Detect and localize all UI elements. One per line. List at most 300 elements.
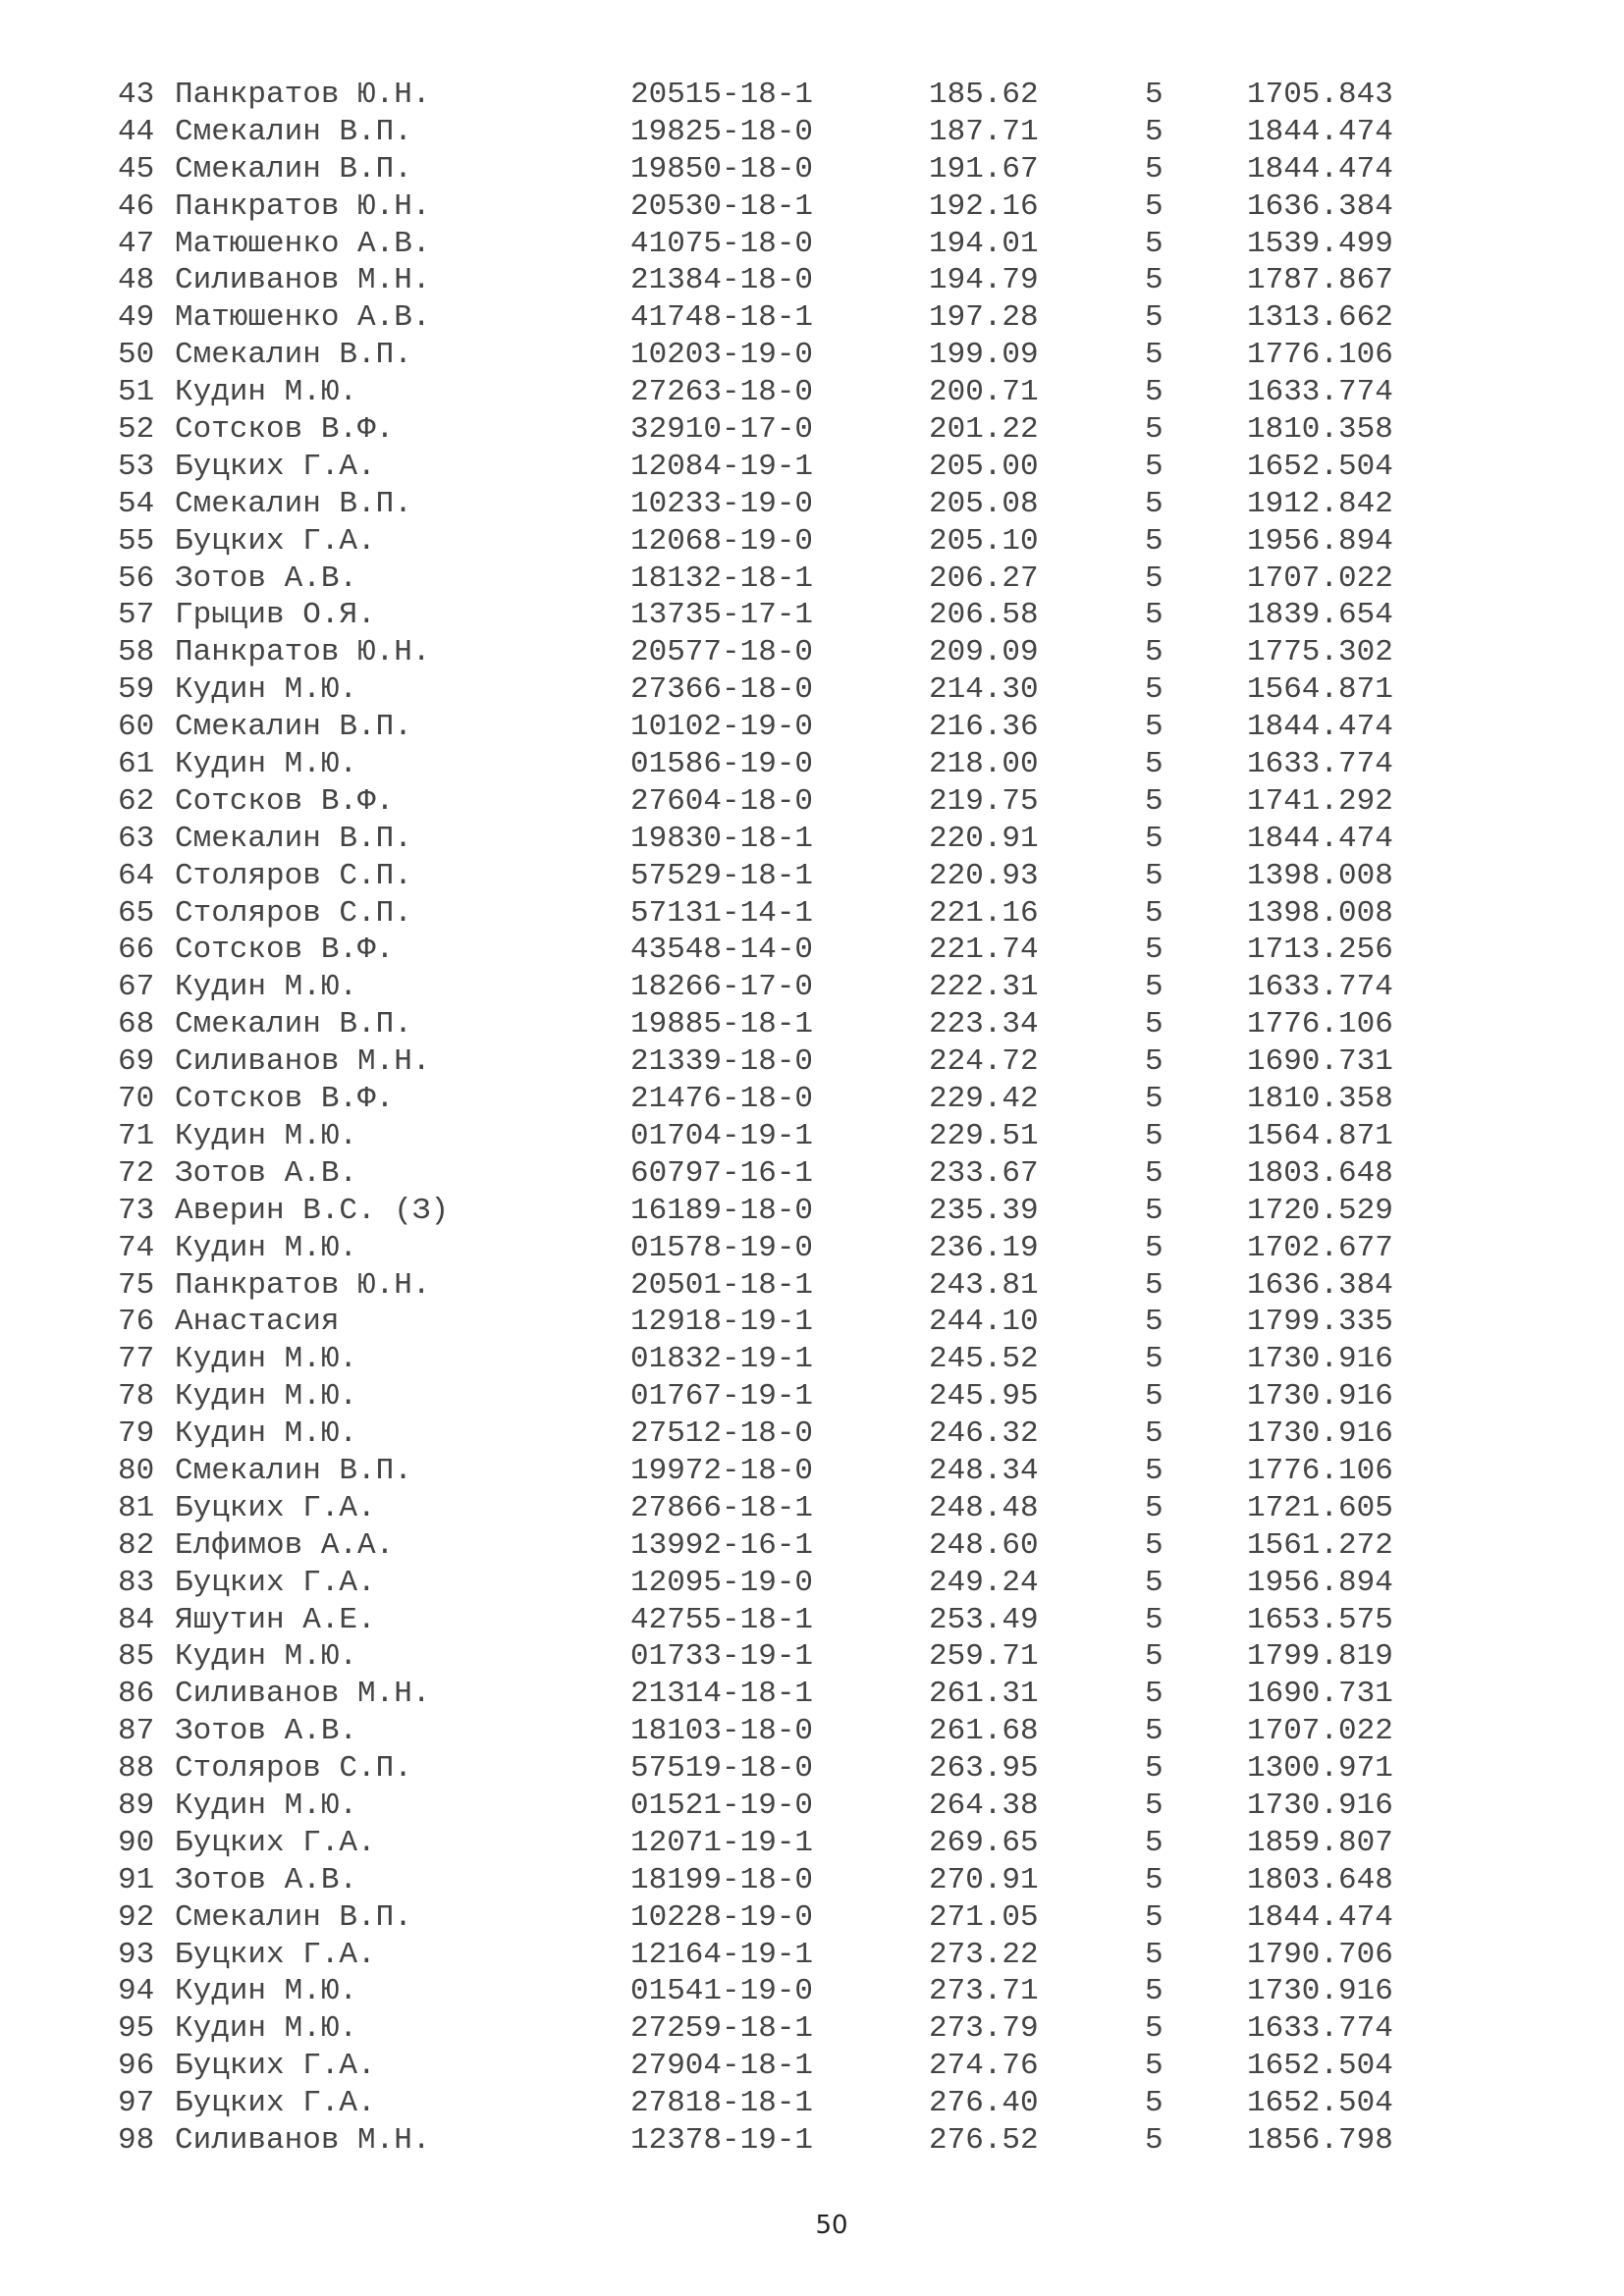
record-code: 10233-19-0: [630, 486, 814, 521]
measurement-value: 206.58: [929, 598, 1039, 633]
person-name: Силиванов М.Н.: [175, 263, 431, 298]
record-code: 32910-17-0: [630, 412, 814, 448]
person-name: Смекалин В.П.: [175, 1007, 412, 1042]
grade-value: 5: [1145, 747, 1164, 782]
row-number: 92: [118, 1899, 155, 1935]
row-number: 58: [118, 635, 155, 670]
row-number: 57: [118, 598, 155, 633]
table-row: [118, 1230, 1414, 1267]
table-row: [118, 1415, 1414, 1453]
measurement-value: 194.79: [929, 263, 1039, 298]
measurement-value: 220.93: [929, 858, 1039, 893]
person-name: Панкратов Ю.Н.: [175, 78, 431, 112]
table-row: [118, 299, 1414, 337]
grade-value: 5: [1145, 1565, 1164, 1600]
measurement-value: 209.09: [929, 635, 1039, 670]
row-number: 82: [118, 1527, 155, 1563]
record-code: 18266-17-0: [630, 970, 814, 1005]
record-code: 12918-19-1: [630, 1305, 814, 1340]
table-row: [118, 783, 1414, 821]
measurement-value: 222.31: [929, 970, 1039, 1005]
measurement-value: 201.22: [929, 412, 1039, 448]
table-row: [118, 858, 1414, 895]
person-name: Кудин М.Ю.: [175, 1379, 358, 1415]
total-value: 1707.022: [1247, 561, 1393, 596]
row-number: 48: [118, 263, 155, 298]
person-name: Смекалин В.П.: [175, 821, 412, 856]
record-code: 27259-18-1: [630, 2011, 814, 2047]
total-value: 1721.605: [1247, 1490, 1393, 1525]
table-row: [118, 746, 1414, 783]
person-name: Смекалин В.П.: [175, 114, 412, 149]
record-code: 20501-18-1: [630, 1267, 814, 1303]
row-number: 45: [118, 151, 155, 187]
table-row: [118, 1899, 1414, 1937]
table-row: [118, 337, 1414, 374]
person-name: Матюшенко А.В.: [175, 226, 431, 261]
table-row: [118, 2048, 1414, 2085]
row-number: 56: [118, 561, 155, 596]
person-name: Кудин М.Ю.: [175, 1342, 358, 1377]
grade-value: 5: [1145, 1267, 1164, 1303]
record-code: 43548-14-0: [630, 933, 814, 968]
table-row: [118, 1081, 1414, 1118]
measurement-value: 221.74: [929, 933, 1039, 968]
grade-value: 5: [1145, 412, 1164, 448]
record-code: 42755-18-1: [630, 1602, 814, 1637]
person-name: Зотов А.В.: [175, 561, 358, 596]
table-row: [118, 1043, 1414, 1081]
table-row: [118, 1676, 1414, 1713]
person-name: Буцких Г.А.: [175, 2086, 376, 2121]
total-value: 1730.916: [1247, 1342, 1393, 1377]
grade-value: 5: [1145, 1305, 1164, 1340]
total-value: 1398.008: [1247, 895, 1393, 931]
grade-value: 5: [1145, 1155, 1164, 1191]
record-code: 12071-19-1: [630, 1825, 814, 1860]
total-value: 1956.894: [1247, 523, 1393, 559]
row-number: 79: [118, 1416, 155, 1452]
row-number: 86: [118, 1677, 155, 1712]
total-value: 1730.916: [1247, 1416, 1393, 1452]
row-number: 98: [118, 2122, 155, 2158]
row-number: 77: [118, 1342, 155, 1377]
measurement-value: 253.49: [929, 1602, 1039, 1637]
total-value: 1799.819: [1247, 1639, 1393, 1675]
row-number: 94: [118, 1974, 155, 2009]
row-number: 51: [118, 375, 155, 410]
measurement-value: 269.65: [929, 1825, 1039, 1860]
row-number: 62: [118, 783, 155, 819]
row-number: 54: [118, 486, 155, 521]
person-name: Смекалин В.П.: [175, 1453, 412, 1488]
record-code: 20515-18-1: [630, 78, 814, 112]
table-row: [118, 1973, 1414, 2010]
record-code: 21476-18-0: [630, 1082, 814, 1117]
table-row: [118, 709, 1414, 746]
row-number: 83: [118, 1565, 155, 1600]
table-row: [118, 932, 1414, 969]
row-number: 66: [118, 933, 155, 968]
grade-value: 5: [1145, 523, 1164, 559]
person-name: Смекалин В.П.: [175, 151, 412, 187]
measurement-value: 187.71: [929, 114, 1039, 149]
total-value: 1776.106: [1247, 1007, 1393, 1042]
person-name: Буцких Г.А.: [175, 1565, 376, 1600]
person-name: Яшутин А.Е.: [175, 1602, 376, 1637]
table-row: [118, 411, 1414, 449]
table-row: [118, 1193, 1414, 1230]
table-row: [118, 597, 1414, 634]
measurement-value: 214.30: [929, 672, 1039, 708]
measurement-value: 263.95: [929, 1751, 1039, 1787]
grade-value: 5: [1145, 895, 1164, 931]
person-name: Грыцив О.Я.: [175, 598, 376, 633]
measurement-value: 235.39: [929, 1193, 1039, 1228]
measurement-value: 276.52: [929, 2122, 1039, 2158]
person-name: Панкратов Ю.Н.: [175, 188, 431, 224]
table-row: [118, 1341, 1414, 1378]
grade-value: 5: [1145, 783, 1164, 819]
record-code: 18103-18-0: [630, 1714, 814, 1749]
table-row: [118, 1304, 1414, 1341]
total-value: 1730.916: [1247, 1379, 1393, 1415]
row-number: 59: [118, 672, 155, 708]
total-value: 1844.474: [1247, 151, 1393, 187]
record-code: 27866-18-1: [630, 1490, 814, 1525]
record-code: 19972-18-0: [630, 1453, 814, 1488]
row-number: 60: [118, 710, 155, 745]
person-name: Смекалин В.П.: [175, 1899, 412, 1935]
grade-value: 5: [1145, 635, 1164, 670]
measurement-value: 244.10: [929, 1305, 1039, 1340]
person-name: Кудин М.Ю.: [175, 375, 358, 410]
table-row: [118, 523, 1414, 561]
measurement-value: 271.05: [929, 1899, 1039, 1935]
grade-value: 5: [1145, 821, 1164, 856]
grade-value: 5: [1145, 1490, 1164, 1525]
grade-value: 5: [1145, 1899, 1164, 1935]
record-code: 21339-18-0: [630, 1044, 814, 1080]
row-number: 67: [118, 970, 155, 1005]
measurement-value: 270.91: [929, 1862, 1039, 1897]
total-value: 1705.843: [1247, 78, 1393, 112]
record-code: 27263-18-0: [630, 375, 814, 410]
total-value: 1730.916: [1247, 1788, 1393, 1823]
record-code: 01521-19-0: [630, 1788, 814, 1823]
person-name: Кудин М.Ю.: [175, 1118, 358, 1153]
row-number: 89: [118, 1788, 155, 1823]
table-row: [118, 1453, 1414, 1490]
person-name: Кудин М.Ю.: [175, 970, 358, 1005]
table-row: [118, 895, 1414, 933]
row-number: 93: [118, 1937, 155, 1972]
record-code: 18132-18-1: [630, 561, 814, 596]
record-code: 41075-18-0: [630, 226, 814, 261]
person-name: Смекалин В.П.: [175, 338, 412, 373]
measurement-value: 221.16: [929, 895, 1039, 931]
row-number: 55: [118, 523, 155, 559]
record-code: 60797-16-1: [630, 1155, 814, 1191]
measurement-value: 224.72: [929, 1044, 1039, 1080]
measurement-value: 197.28: [929, 300, 1039, 336]
person-name: Буцких Г.А.: [175, 2049, 376, 2084]
measurement-value: 243.81: [929, 1267, 1039, 1303]
record-code: 19830-18-1: [630, 821, 814, 856]
row-number: 69: [118, 1044, 155, 1080]
record-code: 57131-14-1: [630, 895, 814, 931]
total-value: 1790.706: [1247, 1937, 1393, 1972]
table-row: [118, 634, 1414, 671]
row-number: 85: [118, 1639, 155, 1675]
measurement-value: 229.42: [929, 1082, 1039, 1117]
table-row: [118, 486, 1414, 523]
table-row: [118, 1602, 1414, 1639]
measurement-value: 205.08: [929, 486, 1039, 521]
grade-value: 5: [1145, 598, 1164, 633]
grade-value: 5: [1145, 1677, 1164, 1712]
grade-value: 5: [1145, 1527, 1164, 1563]
measurement-value: 185.62: [929, 78, 1039, 112]
total-value: 1652.504: [1247, 2049, 1393, 2084]
record-code: 27818-18-1: [630, 2086, 814, 2121]
grade-value: 5: [1145, 1639, 1164, 1675]
person-name: Столяров С.П.: [175, 858, 412, 893]
total-value: 1776.106: [1247, 1453, 1393, 1488]
table-row: [118, 2010, 1414, 2048]
measurement-value: 261.31: [929, 1677, 1039, 1712]
total-value: 1856.798: [1247, 2122, 1393, 2158]
grade-value: 5: [1145, 1825, 1164, 1860]
record-code: 19850-18-0: [630, 151, 814, 187]
row-number: 63: [118, 821, 155, 856]
person-name: Кудин М.Ю.: [175, 1788, 358, 1823]
row-number: 72: [118, 1155, 155, 1191]
measurement-value: 229.51: [929, 1118, 1039, 1153]
table-row: [118, 77, 1414, 114]
measurement-value: 273.79: [929, 2011, 1039, 2047]
record-code: 12378-19-1: [630, 2122, 814, 2158]
row-number: 74: [118, 1230, 155, 1265]
record-code: 01586-19-0: [630, 747, 814, 782]
measurement-value: 249.24: [929, 1565, 1039, 1600]
measurement-value: 248.34: [929, 1453, 1039, 1488]
total-value: 1844.474: [1247, 114, 1393, 149]
row-number: 96: [118, 2049, 155, 2084]
record-code: 01704-19-1: [630, 1118, 814, 1153]
table-row: [118, 1118, 1414, 1155]
grade-value: 5: [1145, 486, 1164, 521]
row-number: 53: [118, 449, 155, 484]
person-name: Кудин М.Ю.: [175, 747, 358, 782]
measurement-value: 219.75: [929, 783, 1039, 819]
person-name: Аверин В.С. (З): [175, 1193, 450, 1228]
grade-value: 5: [1145, 338, 1164, 373]
grade-value: 5: [1145, 1937, 1164, 1972]
measurement-value: 236.19: [929, 1230, 1039, 1265]
grade-value: 5: [1145, 1453, 1164, 1488]
row-number: 43: [118, 78, 155, 112]
person-name: Кудин М.Ю.: [175, 1230, 358, 1265]
total-value: 1539.499: [1247, 226, 1393, 261]
record-code: 21384-18-0: [630, 263, 814, 298]
record-code: 01578-19-0: [630, 1230, 814, 1265]
record-code: 20530-18-1: [630, 188, 814, 224]
person-name: Силиванов М.Н.: [175, 2122, 431, 2158]
grade-value: 5: [1145, 114, 1164, 149]
total-value: 1787.867: [1247, 263, 1393, 298]
record-code: 19885-18-1: [630, 1007, 814, 1042]
person-name: Смекалин В.П.: [175, 486, 412, 521]
record-code: 16189-18-0: [630, 1193, 814, 1228]
record-code: 21314-18-1: [630, 1677, 814, 1712]
total-value: 1956.894: [1247, 1565, 1393, 1600]
row-number: 75: [118, 1267, 155, 1303]
measurement-value: 245.52: [929, 1342, 1039, 1377]
row-number: 52: [118, 412, 155, 448]
record-code: 20577-18-0: [630, 635, 814, 670]
table-row: [118, 1788, 1414, 1825]
table-row: [118, 1937, 1414, 1974]
record-code: 27366-18-0: [630, 672, 814, 708]
total-value: 1313.662: [1247, 300, 1393, 336]
table-row: [118, 1825, 1414, 1862]
measurement-value: 223.34: [929, 1007, 1039, 1042]
measurement-value: 248.48: [929, 1490, 1039, 1525]
table-row: [118, 1750, 1414, 1788]
grade-value: 5: [1145, 375, 1164, 410]
table-row: [118, 1378, 1414, 1415]
measurement-value: 199.09: [929, 338, 1039, 373]
record-code: 27904-18-1: [630, 2049, 814, 2084]
record-code: 13735-17-1: [630, 598, 814, 633]
total-value: 1690.731: [1247, 1044, 1393, 1080]
person-name: Анастасия: [175, 1305, 340, 1340]
total-value: 1633.774: [1247, 375, 1393, 410]
person-name: Зотов А.В.: [175, 1862, 358, 1897]
total-value: 1690.731: [1247, 1677, 1393, 1712]
row-number: 81: [118, 1490, 155, 1525]
record-code: 19825-18-0: [630, 114, 814, 149]
record-code: 27512-18-0: [630, 1416, 814, 1452]
person-name: Зотов А.В.: [175, 1714, 358, 1749]
grade-value: 5: [1145, 188, 1164, 224]
row-number: 97: [118, 2086, 155, 2121]
table-row: [118, 1006, 1414, 1043]
grade-value: 5: [1145, 1602, 1164, 1637]
measurement-value: 220.91: [929, 821, 1039, 856]
grade-value: 5: [1145, 1862, 1164, 1897]
total-value: 1652.504: [1247, 449, 1393, 484]
table-row: [118, 1155, 1414, 1193]
row-number: 65: [118, 895, 155, 931]
total-value: 1564.871: [1247, 1118, 1393, 1153]
measurement-value: 259.71: [929, 1639, 1039, 1675]
record-code: 57519-18-0: [630, 1751, 814, 1787]
table-row: [118, 1638, 1414, 1676]
row-number: 78: [118, 1379, 155, 1415]
total-value: 1652.504: [1247, 2086, 1393, 2121]
grade-value: 5: [1145, 933, 1164, 968]
person-name: Столяров С.П.: [175, 895, 412, 931]
grade-value: 5: [1145, 2086, 1164, 2121]
table-row: [118, 1527, 1414, 1565]
grade-value: 5: [1145, 1416, 1164, 1452]
grade-value: 5: [1145, 970, 1164, 1005]
grade-value: 5: [1145, 1193, 1164, 1228]
table-row: [118, 226, 1414, 263]
person-name: Силиванов М.Н.: [175, 1677, 431, 1712]
row-number: 80: [118, 1453, 155, 1488]
measurement-value: 200.71: [929, 375, 1039, 410]
row-number: 61: [118, 747, 155, 782]
record-code: 57529-18-1: [630, 858, 814, 893]
measurement-value: 218.00: [929, 747, 1039, 782]
total-value: 1398.008: [1247, 858, 1393, 893]
person-name: Зотов А.В.: [175, 1155, 358, 1191]
table-row: [118, 1565, 1414, 1602]
person-name: Сотсков В.Ф.: [175, 1082, 395, 1117]
row-number: 87: [118, 1714, 155, 1749]
grade-value: 5: [1145, 2011, 1164, 2047]
measurement-value: 233.67: [929, 1155, 1039, 1191]
page-number: 50: [815, 2211, 848, 2240]
total-value: 1844.474: [1247, 821, 1393, 856]
record-code: 01767-19-1: [630, 1379, 814, 1415]
row-number: 68: [118, 1007, 155, 1042]
measurement-value: 274.76: [929, 2049, 1039, 2084]
total-value: 1844.474: [1247, 1899, 1393, 1935]
row-number: 88: [118, 1751, 155, 1787]
total-value: 1561.272: [1247, 1527, 1393, 1563]
person-name: Панкратов Ю.Н.: [175, 635, 431, 670]
total-value: 1803.648: [1247, 1155, 1393, 1191]
table-row: [118, 114, 1414, 151]
row-number: 76: [118, 1305, 155, 1340]
measurement-value: 192.16: [929, 188, 1039, 224]
person-name: Кудин М.Ю.: [175, 1639, 358, 1675]
table-row: [118, 449, 1414, 486]
grade-value: 5: [1145, 1751, 1164, 1787]
table-row: [118, 561, 1414, 598]
table-row: [118, 1267, 1414, 1305]
grade-value: 5: [1145, 1788, 1164, 1823]
row-number: 90: [118, 1825, 155, 1860]
person-name: Сотсков В.Ф.: [175, 412, 395, 448]
grade-value: 5: [1145, 1379, 1164, 1415]
grade-value: 5: [1145, 151, 1164, 187]
measurement-value: 216.36: [929, 710, 1039, 745]
record-code: 41748-18-1: [630, 300, 814, 336]
total-value: 1633.774: [1247, 747, 1393, 782]
total-value: 1707.022: [1247, 1714, 1393, 1749]
table-row: [118, 969, 1414, 1006]
grade-value: 5: [1145, 2049, 1164, 2084]
grade-value: 5: [1145, 1230, 1164, 1265]
measurement-value: 191.67: [929, 151, 1039, 187]
grade-value: 5: [1145, 1974, 1164, 2009]
table-row: [118, 262, 1414, 299]
row-number: 73: [118, 1193, 155, 1228]
record-code: 27604-18-0: [630, 783, 814, 819]
total-value: 1702.677: [1247, 1230, 1393, 1265]
table-row: [118, 1490, 1414, 1527]
measurement-value: 248.60: [929, 1527, 1039, 1563]
measurement-value: 205.10: [929, 523, 1039, 559]
table-row: [118, 2122, 1414, 2160]
results-table: [118, 77, 1414, 2160]
person-name: Кудин М.Ю.: [175, 1416, 358, 1452]
